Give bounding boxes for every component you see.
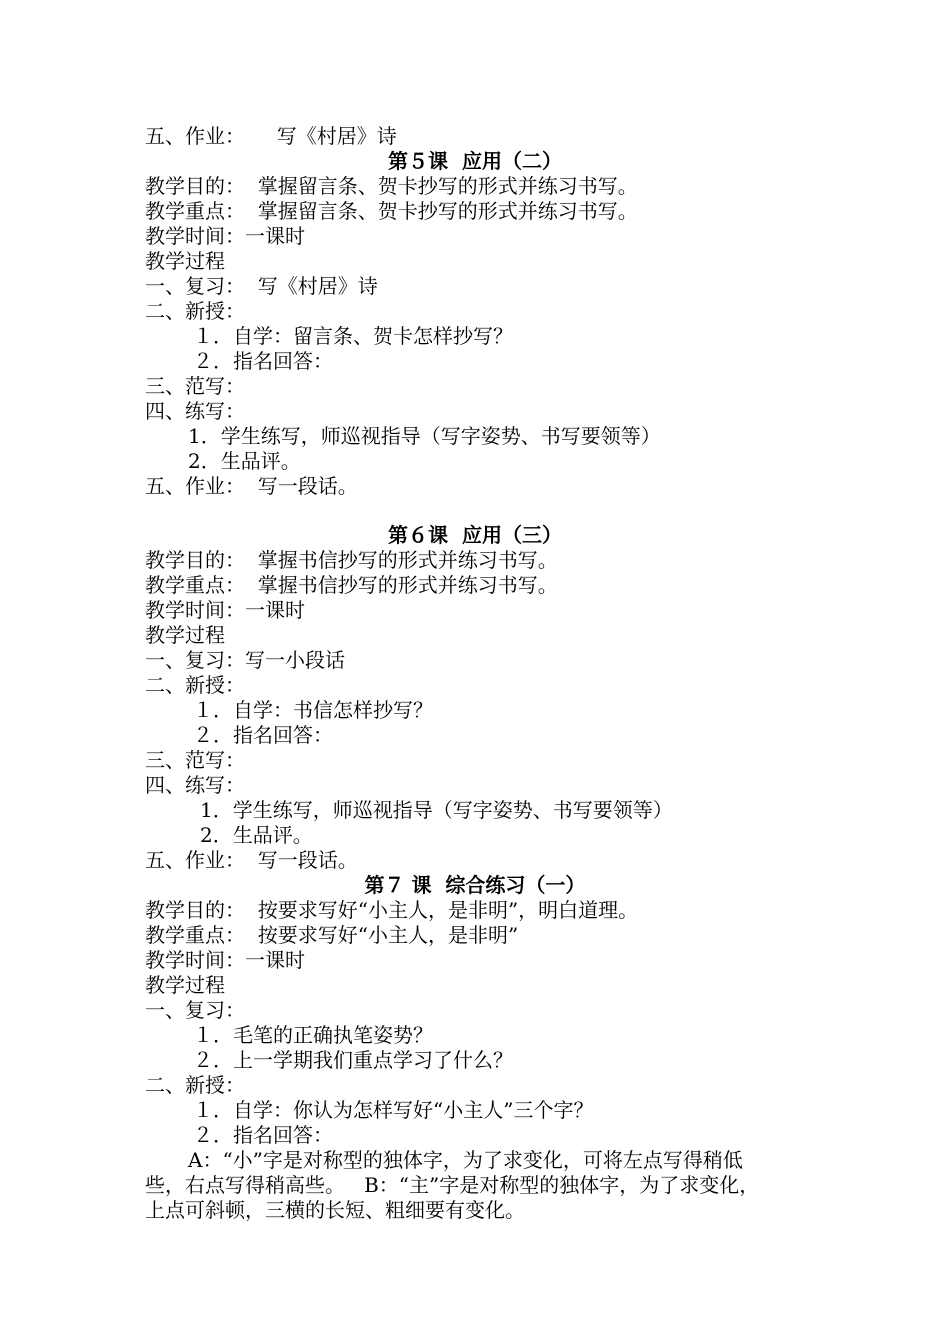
review-step: 一、复习： xyxy=(145,998,245,1022)
new-lesson-step: 二、新授： xyxy=(145,299,245,323)
homework-line: 五、作业： 写《村居》诗 xyxy=(145,124,397,148)
teaching-focus: 教学重点： 掌握留言条、贺卡抄写的形式并练习书写。 xyxy=(145,199,638,223)
answer-paragraph-line: A：“小”字是对称型的独体字，为了求变化，可将左点写得稍低 xyxy=(188,1148,743,1172)
homework-line: 五、作业： 写一段话。 xyxy=(145,848,358,872)
practice-step: 四、练写： xyxy=(145,773,245,797)
answer-item: ２．指名回答： xyxy=(193,1123,333,1147)
practice-item: 1．学生练写，师巡视指导（写字姿势、书写要领等） xyxy=(188,424,661,448)
teaching-goal: 教学目的： 掌握书信抄写的形式并练习书写。 xyxy=(145,548,558,572)
homework-line: 五、作业： 写一段话。 xyxy=(145,474,358,498)
review-step: 一、复习： 写《村居》诗 xyxy=(145,274,378,298)
review-step: 一、复习：写一小段话 xyxy=(145,648,345,672)
practice-step: 四、练写： xyxy=(145,399,245,423)
teaching-goal: 教学目的： 按要求写好“小主人，是非明”，明白道理。 xyxy=(145,898,639,922)
teaching-focus: 教学重点： 按要求写好“小主人，是非明” xyxy=(145,923,519,947)
teaching-time: 教学时间：一课时 xyxy=(145,948,305,972)
teaching-process-label: 教学过程 xyxy=(145,623,225,647)
lesson-5-heading: 第５课 应用（二） xyxy=(388,149,562,173)
lesson-6-heading: 第６课 应用（三） xyxy=(388,523,562,547)
teaching-process-label: 教学过程 xyxy=(145,973,225,997)
answer-item: ２．指名回答： xyxy=(193,349,333,373)
self-study-item: １．自学：书信怎样抄写？ xyxy=(193,698,433,722)
review-item: １．毛笔的正确执笔姿势？ xyxy=(193,1023,433,1047)
answer-paragraph-line: 上点可斜顿，三横的长短、粗细要有变化。 xyxy=(145,1198,525,1222)
teaching-focus: 教学重点： 掌握书信抄写的形式并练习书写。 xyxy=(145,573,558,597)
self-study-item: １．自学：留言条、贺卡怎样抄写？ xyxy=(193,324,513,348)
new-lesson-step: 二、新授： xyxy=(145,673,245,697)
teaching-goal: 教学目的： 掌握留言条、贺卡抄写的形式并练习书写。 xyxy=(145,174,638,198)
answer-item: ２．指名回答： xyxy=(193,723,333,747)
demo-writing-step: 三、范写： xyxy=(145,374,245,398)
review-item: ２．上一学期我们重点学习了什么？ xyxy=(193,1048,513,1072)
self-study-item: １．自学：你认为怎样写好“小主人”三个字？ xyxy=(193,1098,594,1122)
evaluation-item: 2．生品评。 xyxy=(200,823,313,847)
teaching-time: 教学时间：一课时 xyxy=(145,598,305,622)
evaluation-item: 2．生品评。 xyxy=(188,449,301,473)
lesson-7-heading: 第７ 课 综合练习（一） xyxy=(364,873,586,897)
new-lesson-step: 二、新授： xyxy=(145,1073,245,1097)
demo-writing-step: 三、范写： xyxy=(145,748,245,772)
teaching-time: 教学时间：一课时 xyxy=(145,224,305,248)
answer-paragraph-line: 些，右点写得稍高些。 B：“主”字是对称型的独体字，为了求变化， xyxy=(145,1173,760,1197)
practice-item: 1．学生练写，师巡视指导（写字姿势、书写要领等） xyxy=(200,798,673,822)
teaching-process-label: 教学过程 xyxy=(145,249,225,273)
